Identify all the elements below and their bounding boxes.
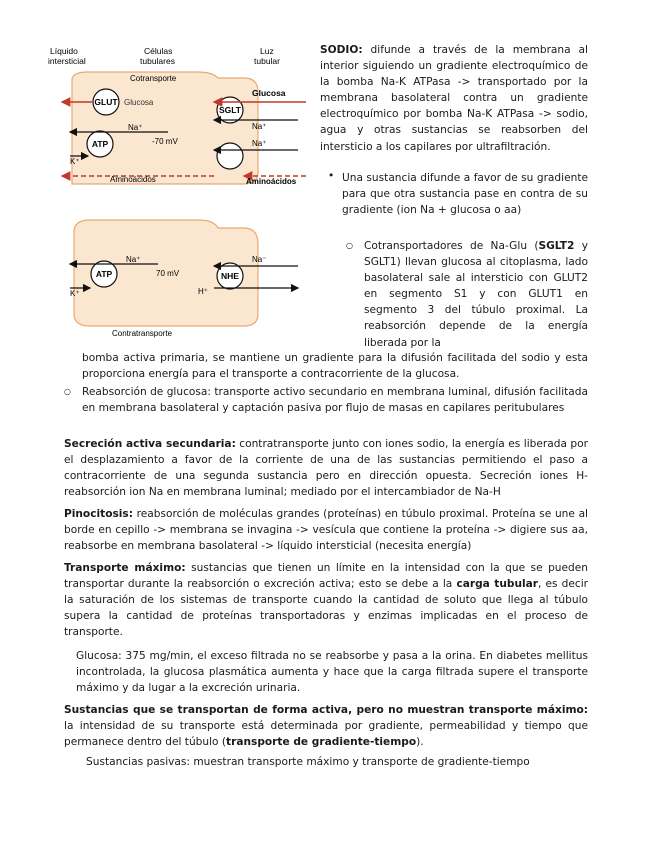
svg-text:Na⁺: Na⁺ xyxy=(128,123,143,132)
svg-text:Glucosa: Glucosa xyxy=(124,98,154,107)
svg-text:Na⁺: Na⁺ xyxy=(126,255,141,264)
sodio-paragraph: SODIO: difunde a través de la membrana al interior siguiendo un gradiente electroquímico de la bomba Na-K ATPasa -> transportado por la membrana basolateral contra un gradiente electroquímico por bomba Na-K ATPasa -> sodio, agua y otras sustancias se reabsorben del intersticio a los capilares por ultrafiltración. xyxy=(320,44,588,153)
glucose-reabsorption-item: Reabsorción de glucosa: transporte activo secundario en membrana luminal, difusión facilitada en membrana basolateral y captación pasiva por flujo de masas en capilares peritubulares xyxy=(82,386,588,415)
svg-text:NHE: NHE xyxy=(221,271,239,281)
sub-bullet-circle-2: ○ xyxy=(64,387,71,396)
svg-text:Glucosa: Glucosa xyxy=(252,88,286,98)
svg-text:Na⁺: Na⁺ xyxy=(252,139,267,148)
tubular-transport-figure xyxy=(48,44,314,344)
sglt-subitem-continuation: bomba activa primaria, se mantiene un gradiente para la difusión facilitada del sodio y esta proporciona energía para el transporte a contracorriente de la glucosa. xyxy=(82,352,588,381)
glucosa-note: Glucosa: 375 mg/min, el exceso filtrada no se reabsorbe y pasa a la orina. En diabetes mellitus incontrolada, la glucosa plasmática aumenta y hace que la carga filtrada supere el transporte máximo y da lugar a la excreción urinaria. xyxy=(76,650,588,695)
pinocitosis-paragraph: Pinocitosis: reabsorción de moléculas grandes (proteínas) en túbulo proximal. Proteína se une al borde en cepillo -> membrana se invagina -> vesícula que contiene la proteína -> digiere sus aa, reabsorbe en membrana basolateral -> líquido intersticial (necesita energía) xyxy=(64,508,588,553)
svg-text:SGLT: SGLT xyxy=(218,105,242,115)
sustancias-activas-paragraph: Sustancias que se transportan de forma activa, pero no muestran transporte máximo: la intensidad de su transporte está determinada por gradiente, permeabilidad y tiempo que permanece dentro del túbulo (transporte de gradiente-tiempo). xyxy=(64,704,588,749)
sglt-subitem: Cotransportadores de Na-Glu (SGLT2 y SGLT1) llevan glucosa al citoplasma, lado basolateral sale al intersticio con GLUT2 en segmento S1 y con GLUT1 en segmento 3 del túbulo proximal. La reabsorción depende de la energía liberada por la xyxy=(364,240,588,349)
svg-text:K⁺: K⁺ xyxy=(70,289,80,298)
header-cells: Células xyxy=(144,46,173,56)
header-interstitial: Líquido xyxy=(50,46,78,56)
sodio-bullet: Una sustancia difunde a favor de su gradiente para que otra sustancia pase en contra de su gradiente (ion Na + glucosa o aa) xyxy=(342,172,588,217)
sustancias-pasivas-line: Sustancias pasivas: muestran transporte máximo y transporte de gradiente-tiempo xyxy=(86,756,530,768)
contratransport-label: Contratransporte xyxy=(112,329,173,338)
svg-text:Aminoácidos: Aminoácidos xyxy=(246,177,297,186)
svg-text:tubulares: tubulares xyxy=(140,56,175,66)
svg-text:-70 mV: -70 mV xyxy=(152,137,178,146)
svg-text:Na⁻: Na⁻ xyxy=(252,255,267,264)
svg-text:ATP: ATP xyxy=(95,269,113,279)
svg-text:Na⁺: Na⁺ xyxy=(252,122,267,131)
cotransport-label: Cotransporte xyxy=(130,74,177,83)
svg-text:tubular: tubular xyxy=(254,56,280,66)
svg-text:Aminoácidos: Aminoácidos xyxy=(110,175,156,184)
svg-text:H⁺: H⁺ xyxy=(198,287,208,296)
svg-text:K⁺: K⁺ xyxy=(70,157,80,166)
svg-text:ATP: ATP xyxy=(91,139,109,149)
svg-text:intersticial: intersticial xyxy=(48,56,86,66)
svg-text:GLUT: GLUT xyxy=(94,97,118,107)
na-aa-transporter xyxy=(217,143,243,169)
sub-bullet-circle: ○ xyxy=(346,241,353,250)
secrecion-paragraph: Secreción activa secundaria: contratransporte junto con iones sodio, la energía es liberada por el desplazamiento a favor de la corriente de una de las sustancias permitiendo el paso a contracorriente de una segunda sustancia pero en dirección opuesta. Secreción iones H- reabsorción ion Na en membrana luminal; mediado por el intercambiador de Na-H xyxy=(64,438,588,499)
bullet-dot: • xyxy=(328,170,335,182)
transporte-maximo-paragraph: Transporte máximo: sustancias que tienen un límite en la intensidad con la que se pueden transportar durante la reabsorción o excreción activa; esto se debe a la carga tubular, es decir la saturación de los sistemas de transporte cuando la cantidad de soluto que llega al túbulo supera la cantidad de proteínas transportadoras y enzimas implicadas en el proceso de transporte. xyxy=(64,562,589,639)
header-lumen: Luz xyxy=(260,46,274,56)
svg-text:70 mV: 70 mV xyxy=(156,269,180,278)
